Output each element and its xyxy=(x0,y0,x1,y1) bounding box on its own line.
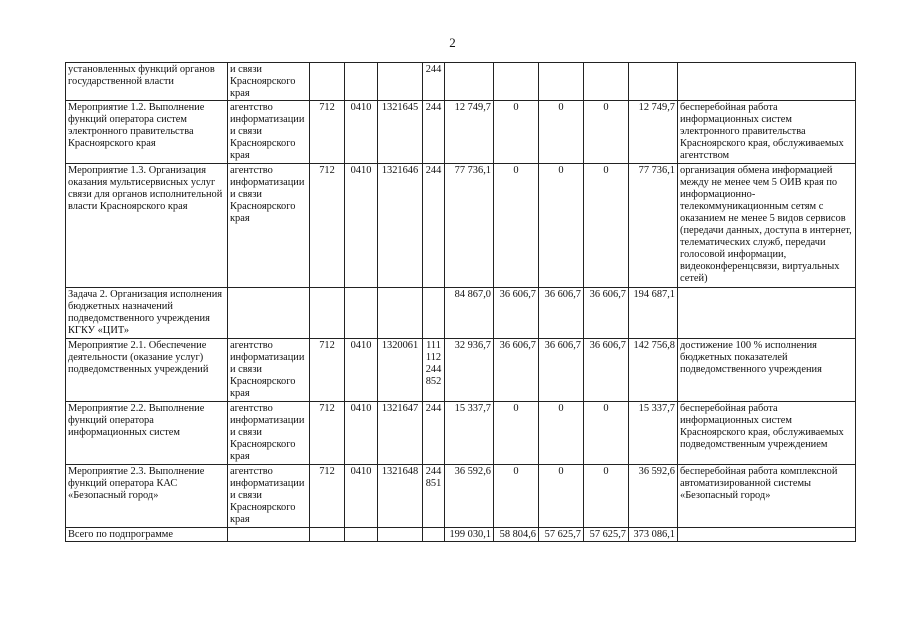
total-cell xyxy=(629,63,678,101)
table-row xyxy=(66,288,856,339)
grbs-cell xyxy=(228,288,310,339)
year4-cell xyxy=(584,63,629,101)
year2-cell: 36 606,7 xyxy=(494,339,539,402)
total-cell: 194 687,1 xyxy=(629,288,678,339)
code-cell: 712 xyxy=(310,164,345,288)
grbs-cell: агентство информатизации и связи Красноярского края xyxy=(228,101,310,164)
expected-result-cell: бесперебойная работа информационных систем электронного правительства Красноярского края, обслуживаемых агентством xyxy=(678,101,856,164)
vr-cell: 111 112 244 852 xyxy=(423,339,445,402)
table-row xyxy=(66,465,856,528)
grbs-cell: агентство информатизации и связи Красноярского края xyxy=(228,465,310,528)
table-row xyxy=(66,402,856,465)
year3-cell: 0 xyxy=(539,164,584,288)
expected-result-cell xyxy=(678,288,856,339)
vr-cell: 244 xyxy=(423,164,445,288)
code-cell: 712 xyxy=(310,402,345,465)
csr-cell xyxy=(378,63,423,101)
year3-cell: 36 606,7 xyxy=(539,339,584,402)
table-body xyxy=(66,63,856,542)
year3-cell: 57 625,7 xyxy=(539,528,584,542)
rzpr-cell: 0410 xyxy=(345,402,378,465)
activity-name-cell: Мероприятие 1.2. Выполнение функций оператора систем электронного правительства Красноярского края xyxy=(66,101,228,164)
vr-cell xyxy=(423,528,445,542)
year2-cell: 0 xyxy=(494,465,539,528)
year3-cell: 0 xyxy=(539,101,584,164)
vr-cell xyxy=(423,288,445,339)
code-cell: 712 xyxy=(310,339,345,402)
total-cell: 15 337,7 xyxy=(629,402,678,465)
rzpr-cell: 0410 xyxy=(345,164,378,288)
year3-cell xyxy=(539,63,584,101)
year1-cell: 15 337,7 xyxy=(445,402,494,465)
year3-cell: 0 xyxy=(539,402,584,465)
expected-result-cell xyxy=(678,528,856,542)
year4-cell: 0 xyxy=(584,465,629,528)
csr-cell xyxy=(378,528,423,542)
grbs-cell xyxy=(228,528,310,542)
vr-cell: 244 xyxy=(423,63,445,101)
table-row xyxy=(66,63,856,101)
rzpr-cell xyxy=(345,63,378,101)
year1-cell xyxy=(445,63,494,101)
table-row-total xyxy=(66,528,856,542)
csr-cell: 1321646 xyxy=(378,164,423,288)
code-cell xyxy=(310,528,345,542)
vr-cell: 244 xyxy=(423,101,445,164)
grbs-cell: и связи Красноярского края xyxy=(228,63,310,101)
csr-cell xyxy=(378,288,423,339)
csr-cell: 1321648 xyxy=(378,465,423,528)
activity-name-cell: установленных функций органов государственной власти xyxy=(66,63,228,101)
year1-cell: 36 592,6 xyxy=(445,465,494,528)
year1-cell: 12 749,7 xyxy=(445,101,494,164)
rzpr-cell xyxy=(345,288,378,339)
year3-cell: 0 xyxy=(539,465,584,528)
activity-name-cell: Мероприятие 2.1. Обеспечение деятельности (оказание услуг) подведомственных учреждений xyxy=(66,339,228,402)
year2-cell: 36 606,7 xyxy=(494,288,539,339)
grbs-cell: агентство информатизации и связи Красноярского края xyxy=(228,164,310,288)
table-row xyxy=(66,339,856,402)
year2-cell: 0 xyxy=(494,402,539,465)
activity-name-cell: Мероприятие 2.3. Выполнение функций оператора КАС «Безопасный город» xyxy=(66,465,228,528)
expected-result-cell xyxy=(678,63,856,101)
csr-cell: 1321645 xyxy=(378,101,423,164)
table-row xyxy=(66,101,856,164)
grbs-cell: агентство информатизации и связи Красноярского края xyxy=(228,339,310,402)
year4-cell: 0 xyxy=(584,402,629,465)
activity-name-cell: Мероприятие 1.3. Организация оказания мультисервисных услуг связи для органов исполнительной власти Красноярского края xyxy=(66,164,228,288)
year2-cell xyxy=(494,63,539,101)
year2-cell: 58 804,6 xyxy=(494,528,539,542)
csr-cell: 1320061 xyxy=(378,339,423,402)
page-number: 2 xyxy=(449,35,456,50)
expected-result-cell: бесперебойная работа информационных систем Красноярского края, обслуживаемых подведомственным учреждением xyxy=(678,402,856,465)
year4-cell: 36 606,7 xyxy=(584,339,629,402)
rzpr-cell: 0410 xyxy=(345,339,378,402)
expected-result-cell: достижение 100 % исполнения бюджетных показателей подведомственного учреждения xyxy=(678,339,856,402)
year2-cell: 0 xyxy=(494,101,539,164)
year1-cell: 84 867,0 xyxy=(445,288,494,339)
year4-cell: 36 606,7 xyxy=(584,288,629,339)
grbs-cell: агентство информатизации и связи Красноярского края xyxy=(228,402,310,465)
total-cell: 12 749,7 xyxy=(629,101,678,164)
year4-cell: 0 xyxy=(584,101,629,164)
year3-cell: 36 606,7 xyxy=(539,288,584,339)
code-cell xyxy=(310,63,345,101)
expected-result-cell: организация обмена информацией между не менее чем 5 ОИВ края по информационно-телекоммуникационным сетям с оказанием не менее 5 видов сервисов (передачи данных, доступа в интернет, телематических служб, передачи голосовой информации, видеоконференцсвязи, виртуальных сетей) xyxy=(678,164,856,288)
total-cell: 77 736,1 xyxy=(629,164,678,288)
year2-cell: 0 xyxy=(494,164,539,288)
year4-cell: 57 625,7 xyxy=(584,528,629,542)
rzpr-cell xyxy=(345,528,378,542)
year1-cell: 32 936,7 xyxy=(445,339,494,402)
csr-cell: 1321647 xyxy=(378,402,423,465)
subprogram-activities-table xyxy=(65,62,856,542)
activity-name-cell: Мероприятие 2.2. Выполнение функций оператора информационных систем xyxy=(66,402,228,465)
total-cell: 36 592,6 xyxy=(629,465,678,528)
total-cell: 142 756,8 xyxy=(629,339,678,402)
year1-cell: 77 736,1 xyxy=(445,164,494,288)
table-row xyxy=(66,164,856,288)
total-cell: 373 086,1 xyxy=(629,528,678,542)
code-cell: 712 xyxy=(310,465,345,528)
task-name-cell: Задача 2. Организация исполнения бюджетных назначений подведомственного учреждения КГКУ «ЦИТ» xyxy=(66,288,228,339)
expected-result-cell: бесперебойная работа комплексной автоматизированной системы «Безопасный город» xyxy=(678,465,856,528)
total-label-cell: Всего по подпрограмме xyxy=(66,528,228,542)
year1-cell: 199 030,1 xyxy=(445,528,494,542)
year4-cell: 0 xyxy=(584,164,629,288)
code-cell xyxy=(310,288,345,339)
vr-cell: 244 xyxy=(423,402,445,465)
code-cell: 712 xyxy=(310,101,345,164)
vr-cell: 244 851 xyxy=(423,465,445,528)
rzpr-cell: 0410 xyxy=(345,465,378,528)
rzpr-cell: 0410 xyxy=(345,101,378,164)
